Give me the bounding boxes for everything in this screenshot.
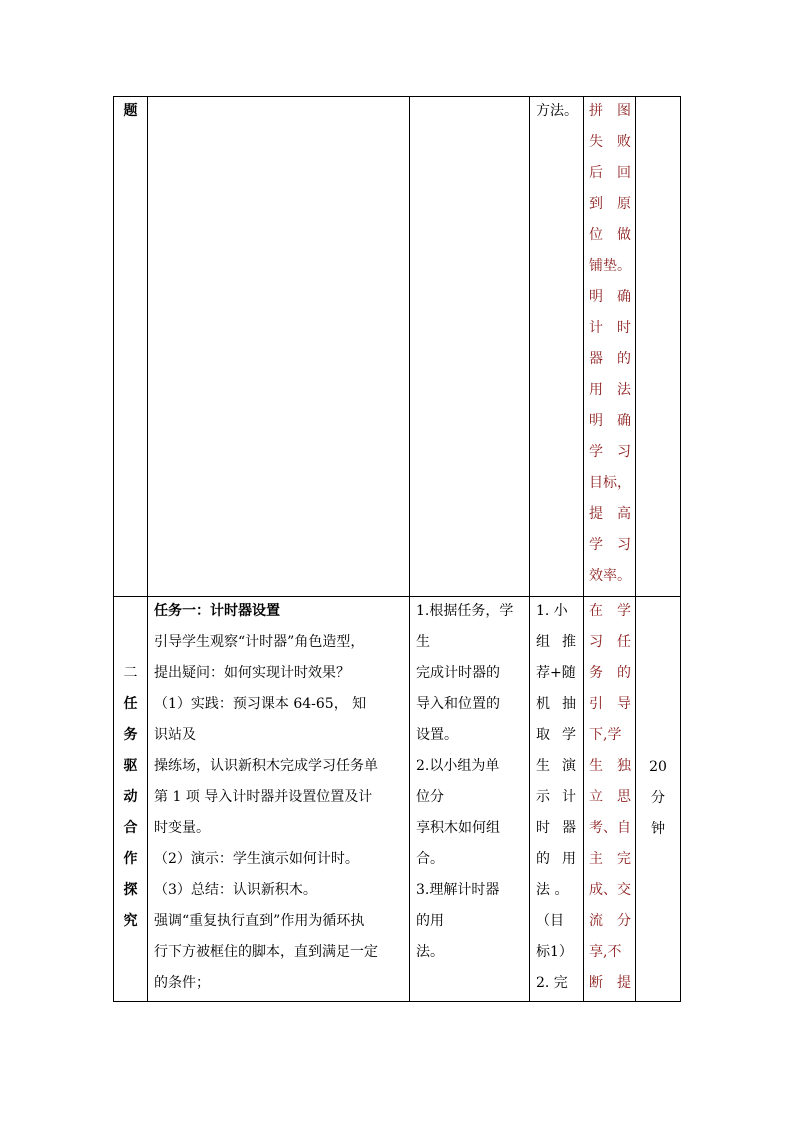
time-value: 20 (649, 759, 667, 775)
intent-line: 成、交 (589, 882, 631, 898)
design-intent-cell (589, 596, 631, 999)
intent-line: 后 回 (589, 165, 631, 181)
row1-intent-cell (589, 96, 631, 592)
intent-line: 主 完 (589, 851, 631, 867)
assessment-cell (536, 596, 576, 999)
content-line: 行下方被框住的脚本，直到满足一定 (154, 944, 378, 960)
assessment-line: 组 推 (536, 634, 576, 650)
intent-line: 计 时 (589, 320, 631, 336)
intent-line: 学 习 (589, 444, 631, 460)
time-unit: 分 (651, 790, 665, 806)
assessment-line: 荐+随 (536, 665, 576, 681)
intent-line: 在 学 (589, 603, 631, 619)
row2-section-label (114, 658, 147, 937)
assessment-line: 示 计 (536, 789, 576, 805)
assessment-line: 时 器 (536, 820, 576, 836)
student-activity-cell (416, 596, 524, 968)
table-col-divider-4 (583, 96, 584, 1002)
table-border-right (680, 96, 681, 1002)
student-line: 完成计时器的 (416, 665, 500, 681)
section-char: 驱 (123, 758, 138, 774)
content-line: 时变量。 (154, 820, 210, 836)
teacher-activity-cell (154, 596, 406, 999)
section-char: 作 (123, 851, 138, 867)
intent-line: 目标， (589, 475, 631, 491)
assessment-line: 取 学 (536, 727, 576, 743)
student-line: 导入和位置的 (416, 696, 500, 712)
intent-line: 享,不 (589, 944, 622, 960)
intent-line: 铺垫。 (589, 258, 631, 274)
content-line: （2）演示：学生演示如何计时。 (154, 851, 359, 867)
student-line: 1.根据任务，学 (416, 603, 514, 619)
assessment-line: 1. 小 (536, 603, 568, 619)
student-line: 法。 (416, 944, 444, 960)
time-cell (636, 752, 680, 845)
task-title: 任务一：计时器设置 (154, 603, 280, 619)
content-line: （3）总结：认识新积木。 (154, 882, 317, 898)
section-char: 合 (123, 820, 138, 836)
intent-line: 引 导 (589, 696, 631, 712)
student-line: 位分 (416, 789, 444, 805)
student-line: 享积木如何组 (416, 820, 500, 836)
section-char: 务 (123, 727, 138, 743)
assessment-line: 法 。 (536, 882, 569, 898)
intent-line: 效率。 (589, 568, 631, 584)
student-line: 的用 (416, 913, 444, 929)
intent-line: 用 法 (589, 382, 631, 398)
content-line: 引导学生观察“计时器”角色造型， (154, 634, 365, 650)
row1-section-label (114, 96, 147, 127)
section-char: 探 (123, 882, 138, 898)
content-line: 的条件； (154, 975, 210, 991)
student-line: 合。 (416, 851, 444, 867)
student-line: 2.以小组为单 (416, 758, 500, 774)
assessment-line: 2. 完 (536, 975, 568, 991)
assessment-line: 生 演 (536, 758, 576, 774)
section-char: 任 (123, 696, 138, 712)
row1-method-cell (536, 96, 582, 127)
intent-line: 流 分 (589, 913, 631, 929)
intent-line: 拼 图 (589, 103, 631, 119)
time-unit: 钟 (651, 821, 665, 837)
content-line: 识站及 (154, 727, 196, 743)
content-line: 第 1 项 导入计时器并设置位置及计 (154, 789, 373, 805)
intent-line: 考、自 (589, 820, 631, 836)
section-char: 究 (123, 913, 138, 929)
student-line: 设置。 (416, 727, 458, 743)
intent-line: 失 败 (589, 134, 631, 150)
intent-line: 生 独 (589, 758, 631, 774)
intent-line: 学 习 (589, 537, 631, 553)
table-col-divider-1 (147, 96, 148, 1002)
intent-line: 器 的 (589, 351, 631, 367)
content-line: （1）实践：预习课本 64-65， 知 (154, 696, 367, 712)
intent-line: 明 确 (589, 289, 631, 305)
intent-line: 立 思 (589, 789, 631, 805)
method-text: 方法。 (536, 103, 578, 119)
student-line: 3.理解计时器 (416, 882, 500, 898)
section-char: 动 (123, 789, 138, 805)
table-col-divider-2 (409, 96, 410, 1002)
student-line: 生 (416, 634, 430, 650)
content-line: 提出疑问：如何实现计时效果？ (154, 665, 350, 681)
assessment-line: 机 抽 (536, 696, 576, 712)
intent-line: 务 的 (589, 665, 631, 681)
intent-line: 提 高 (589, 506, 631, 522)
intent-line: 下,学 (589, 727, 622, 743)
table-col-divider-5 (635, 96, 636, 1002)
content-line: 操练场，认识新积木完成学习任务单 (154, 758, 378, 774)
intent-line: 明 确 (589, 413, 631, 429)
table-col-divider-3 (529, 96, 530, 1002)
intent-line: 习 任 (589, 634, 631, 650)
intent-line: 到 原 (589, 196, 631, 212)
section-char: 二 (123, 665, 138, 681)
assessment-line: （目 (536, 913, 564, 929)
intent-line: 位 做 (589, 227, 631, 243)
assessment-line: 的 用 (536, 851, 576, 867)
assessment-line: 标1） (536, 944, 573, 960)
intent-line: 断 提 (589, 975, 631, 991)
table-border-bottom (113, 1001, 681, 1002)
content-line: 强调“重复执行直到”作用为循环执 (154, 913, 365, 929)
section-char: 题 (123, 103, 138, 119)
